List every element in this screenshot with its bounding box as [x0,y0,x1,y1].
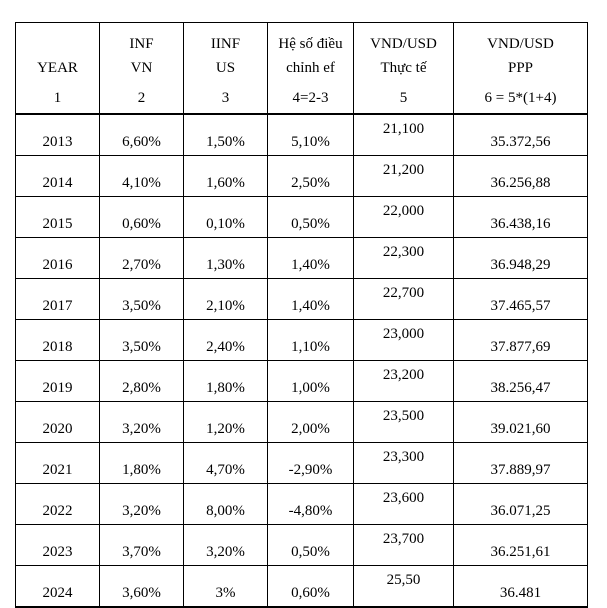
vnd-usd-actual-cell: 22,300 [354,238,454,279]
inf-vn-cell: 3,20% [100,402,184,443]
inf-us-cell: 2,10% [184,279,268,320]
vnd-usd-actual-cell: 25,50 [354,566,454,608]
inf-us-cell: 3,20% [184,525,268,566]
inf-vn-cell: 1,80% [100,443,184,484]
ef-cell: -4,80% [268,484,354,525]
vnd-usd-actual-cell: 23,500 [354,402,454,443]
header-cell-formula-6: 6 = 5*(1+4) [454,83,588,114]
vnd-usd-ppp-cell: 39.021,60 [454,402,588,443]
table-row [16,566,588,608]
vnd-usd-actual-cell: 22,700 [354,279,454,320]
vnd-usd-ppp-cell: 35.372,56 [454,114,588,156]
inf-vn-cell: 3,60% [100,566,184,608]
vnd-usd-ppp-cell: 38.256,47 [454,361,588,402]
ef-cell: 0,60% [268,566,354,608]
vnd-usd-actual-cell: 23,300 [354,443,454,484]
table-row [16,484,588,525]
ef-cell: -2,90% [268,443,354,484]
inf-vn-cell: 3,50% [100,320,184,361]
year-cell: 2016 [16,238,100,279]
year-cell: 2020 [16,402,100,443]
ef-cell: 2,00% [268,402,354,443]
inf-us-cell: 4,70% [184,443,268,484]
ef-cell: 1,10% [268,320,354,361]
ef-cell: 1,40% [268,279,354,320]
header-cell-us: US [184,53,268,83]
vnd-usd-ppp-cell: 37.465,57 [454,279,588,320]
ef-cell: 1,40% [268,238,354,279]
inf-us-cell: 1,60% [184,156,268,197]
vnd-usd-actual-cell: 23,700 [354,525,454,566]
year-cell: 2018 [16,320,100,361]
header-row-1 [16,23,588,54]
inf-us-cell: 1,50% [184,114,268,156]
table-row [16,197,588,238]
inf-us-cell: 1,30% [184,238,268,279]
year-cell: 2015 [16,197,100,238]
header-cell-vn: VN [100,53,184,83]
table-body [16,23,588,608]
vnd-usd-ppp-cell: 36.481 [454,566,588,608]
year-cell: 2022 [16,484,100,525]
inf-vn-cell: 3,20% [100,484,184,525]
ef-cell: 5,10% [268,114,354,156]
year-cell: 2021 [16,443,100,484]
ppp-exchange-rate-table [15,22,588,608]
vnd-usd-ppp-cell: 37.877,69 [454,320,588,361]
table-row [16,279,588,320]
ef-cell: 0,50% [268,525,354,566]
inf-vn-cell: 6,60% [100,114,184,156]
vnd-usd-actual-cell: 23,000 [354,320,454,361]
inf-us-cell: 3% [184,566,268,608]
inf-vn-cell: 3,50% [100,279,184,320]
vnd-usd-ppp-cell: 36.438,16 [454,197,588,238]
header-cell-num-5: 5 [354,83,454,114]
vnd-usd-actual-cell: 23,200 [354,361,454,402]
ef-cell: 1,00% [268,361,354,402]
table-row [16,402,588,443]
header-cell-num-3: 3 [184,83,268,114]
inf-us-cell: 0,10% [184,197,268,238]
vnd-usd-actual-cell: 23,600 [354,484,454,525]
header-cell-year: YEAR [16,53,100,83]
header-cell-formula-4: 4=2-3 [268,83,354,114]
table-row [16,525,588,566]
vnd-usd-ppp-cell: 36.256,88 [454,156,588,197]
header-cell-inf-us: IINF [184,23,268,54]
table-row [16,443,588,484]
vnd-usd-ppp-cell: 36.251,61 [454,525,588,566]
year-cell: 2023 [16,525,100,566]
table-row [16,238,588,279]
year-cell: 2013 [16,114,100,156]
vnd-usd-ppp-cell: 37.889,97 [454,443,588,484]
vnd-usd-actual-cell: 22,000 [354,197,454,238]
inf-vn-cell: 4,10% [100,156,184,197]
inf-vn-cell: 3,70% [100,525,184,566]
table-row [16,114,588,156]
header-cell-vnd-usd-ppp: VND/USD [454,23,588,54]
header-cell-year-top [16,23,100,54]
inf-us-cell: 1,20% [184,402,268,443]
header-cell-inf-vn: INF [100,23,184,54]
table-row [16,156,588,197]
header-cell-num-1: 1 [16,83,100,114]
header-cell-vnd-usd-actual: VND/USD [354,23,454,54]
vnd-usd-actual-cell: 21,100 [354,114,454,156]
vnd-usd-ppp-cell: 36.071,25 [454,484,588,525]
header-cell-num-2: 2 [100,83,184,114]
table-row [16,320,588,361]
vnd-usd-actual-cell: 21,200 [354,156,454,197]
header-cell-actual: Thực tế [354,53,454,83]
inf-vn-cell: 0,60% [100,197,184,238]
inf-us-cell: 1,80% [184,361,268,402]
vnd-usd-ppp-cell: 36.948,29 [454,238,588,279]
header-cell-ef: chỉnh ef [268,53,354,83]
inf-vn-cell: 2,70% [100,238,184,279]
header-row-2 [16,53,588,83]
ef-cell: 0,50% [268,197,354,238]
inf-us-cell: 8,00% [184,484,268,525]
year-cell: 2017 [16,279,100,320]
year-cell: 2024 [16,566,100,608]
ef-cell: 2,50% [268,156,354,197]
header-cell-ppp: PPP [454,53,588,83]
inf-vn-cell: 2,80% [100,361,184,402]
header-row-3 [16,83,588,114]
year-cell: 2019 [16,361,100,402]
year-cell: 2014 [16,156,100,197]
table-row [16,361,588,402]
inf-us-cell: 2,40% [184,320,268,361]
header-cell-adjust-coef: Hệ số điều [268,23,354,54]
